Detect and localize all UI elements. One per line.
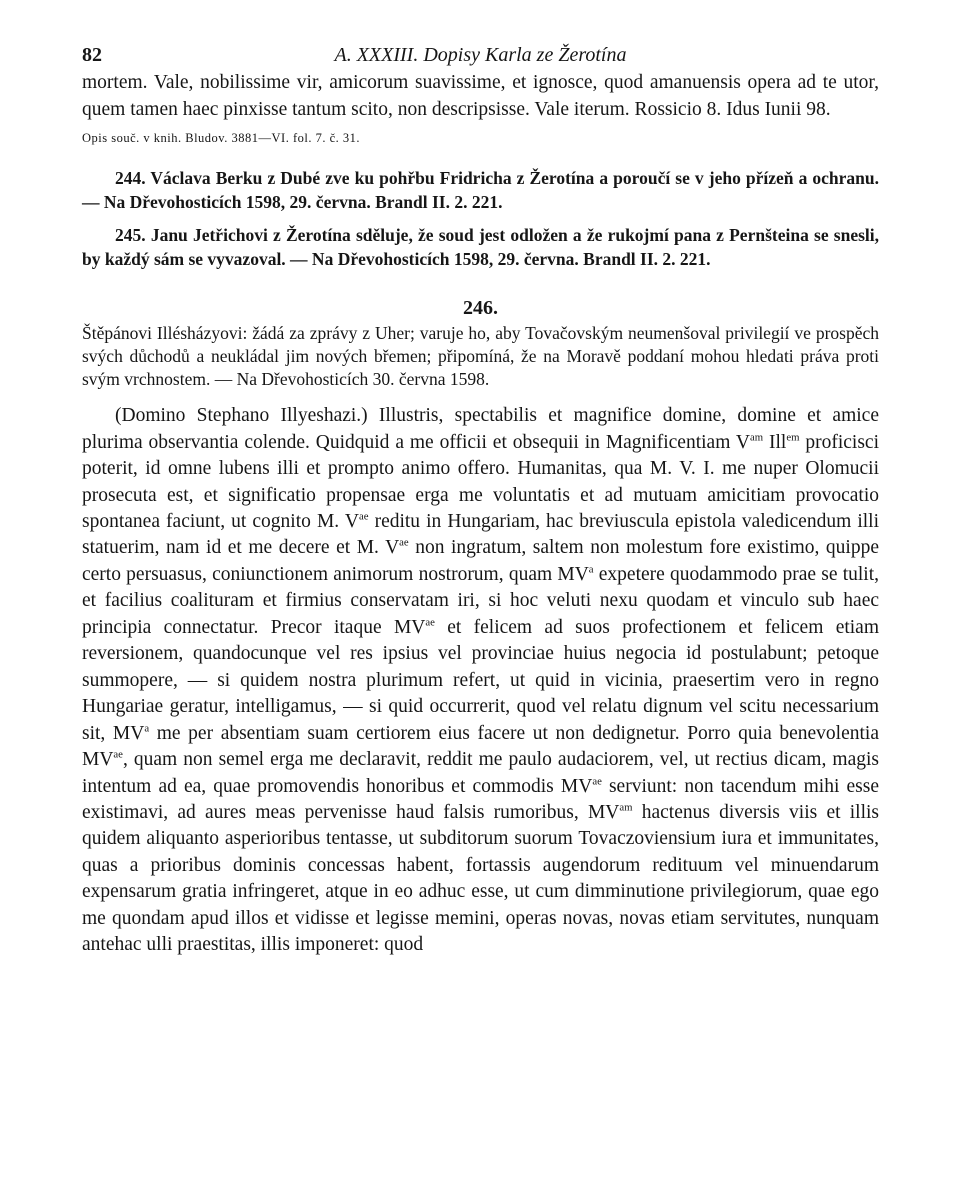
entry-number: 245. (115, 225, 146, 246)
superscript-abbrev: a (144, 722, 150, 735)
superscript-abbrev: am (619, 801, 633, 814)
superscript-abbrev: am (750, 431, 764, 444)
page-number: 82 (82, 44, 102, 66)
superscript-abbrev: ae (113, 748, 123, 761)
superscript-abbrev: ae (399, 536, 409, 549)
book-page (82, 30, 879, 959)
entry-number: 244. (115, 168, 146, 189)
running-title: A. XXXIII. Dopisy Karla ze Žerotína (334, 44, 627, 66)
entry-text: Václava Berku z Dubé zve ku pohřbu Fridricha z Žerotína a poroučí se v jeho přízeň a ochranu. — Na Dřevohosticích 1598, 29. června. Brandl II. 2. 221. (82, 168, 880, 212)
entry-244 (82, 167, 879, 214)
page-header (82, 30, 879, 70)
superscript-abbrev: ae (425, 616, 435, 629)
superscript-abbrev: ae (592, 775, 602, 788)
entry-245 (82, 224, 879, 271)
letter-body (82, 403, 879, 959)
superscript-abbrev: em (786, 431, 800, 444)
letter-paragraph: (Domino Stephano Illyeshazi.) Illustris, spectabilis et magnifice domine, domine et amice plurima observantia colende. Quidquid a me officii et obsequii in Magnificentiam $V^{am}$ Ill$^{em}$ proficisci poterit, id omne lubens illi et prompto animo offero. Humanitas, qua M. V. I. me nuper Olomucii prosecuta est, et significatio propensae erga me voluntatis et ad mutuam amicitiam provocatio spontanea faciunt, ut cognito M. $V^{ae}$ reditu in Hungariam, hac breviuscula epistola valedicendum illi statuerim, nam id et me decere et M. $V^{ae}$ non ingratum, saltem non molestum fore existimo, quippe certo persuasus, coniunctionem animorum nostrorum, quam $MV^a$ expetere quodammodo prae se tulit, et facilius coalituram et firmius conservatam iri, si hoc veluti nexu quodam et vinculo sub haec principia connectatur. Precor itaque $MV^{ae}$ et felicem ad suos profectionem et felicem etiam reversionem, quandocunque vel res ipsius vel provinciae huius negocia id postulabunt; petoque summopere, — si quidem nostra plurimum refert, ut quid in vicinia, praesertim vero in regno Hungariae geratur, intelligamus, — si quid occurrerit, quod vel relatu dignum vel scitu necessarium sit, $MV^a$ me per absentiam suam certiorem eius facere ut non dedignetur. Porro quia benevolentia $MV^{ae}$, quam non semel erga me declaravit, reddit me paulo audaciorem, vel, ut rectius dicam, magis intentum ad ea, quae promovendis honoribus et commodis $MV^{ae}$ serviunt: non tacendum mihi esse existimavi, ad aures meas pervenisse haud falsis rumoribus, $MV^{am}$ hactenus diversis viis et illis quidem aliquanto asperioribus tentasse, ut subditorum suorum Tovaczoviensium iura et immunitates, quas a prioribus dominis concessas habent, fortassis augendorum redituum vel minuendarum expensarum gratia infringeret, atque in eo adhuc esse, ut cum dimminutione privilegiorum, quae ego me quondam apud illos et vidisse et legisse memini, operas novas, novas etiam servitutes, nunquam antehac ulli praestitas, illis imponeret: quod (82, 405, 880, 956)
document-regest: Štěpánovi Illésházyovi: žádá za zprávy z Uher; varuje ho, aby Tovačovským neumenšoval privilegií ve prospěch svých důchodů a neukládal jim nových břemen; připomíná, že na Moravě poddaní mohou hledati práva proti svým vrchnostem. — Na Dřevohosticích 30. června 1598. (82, 323, 879, 390)
letter-continuation-text: mortem. Vale, nobilissime vir, amicorum suavissime, et ignosce, quod amanuensis opera ad te utor, quem tamen haec pinxisse tantum scito, non descripsisse. Vale iterum. Rossicio 8. Idus Iunii 98. (82, 72, 879, 120)
source-note: Opis souč. v knih. Bludov. 3881—VI. fol. 7. č. 31. (82, 131, 360, 146)
document-number: 246. (463, 297, 498, 320)
entry-text: Janu Jetřichovi z Žerotína sděluje, že soud jest odložen a že rukojmí pana z Pernšteina se snesli, by každý sám se vyvazoval. — Na Dřevohosticích 1598, 29. června. Brandl II. 2. 221. (82, 225, 879, 269)
letter-continuation (82, 70, 879, 147)
superscript-abbrev: ae (358, 510, 369, 523)
superscript-abbrev: a (588, 563, 594, 576)
